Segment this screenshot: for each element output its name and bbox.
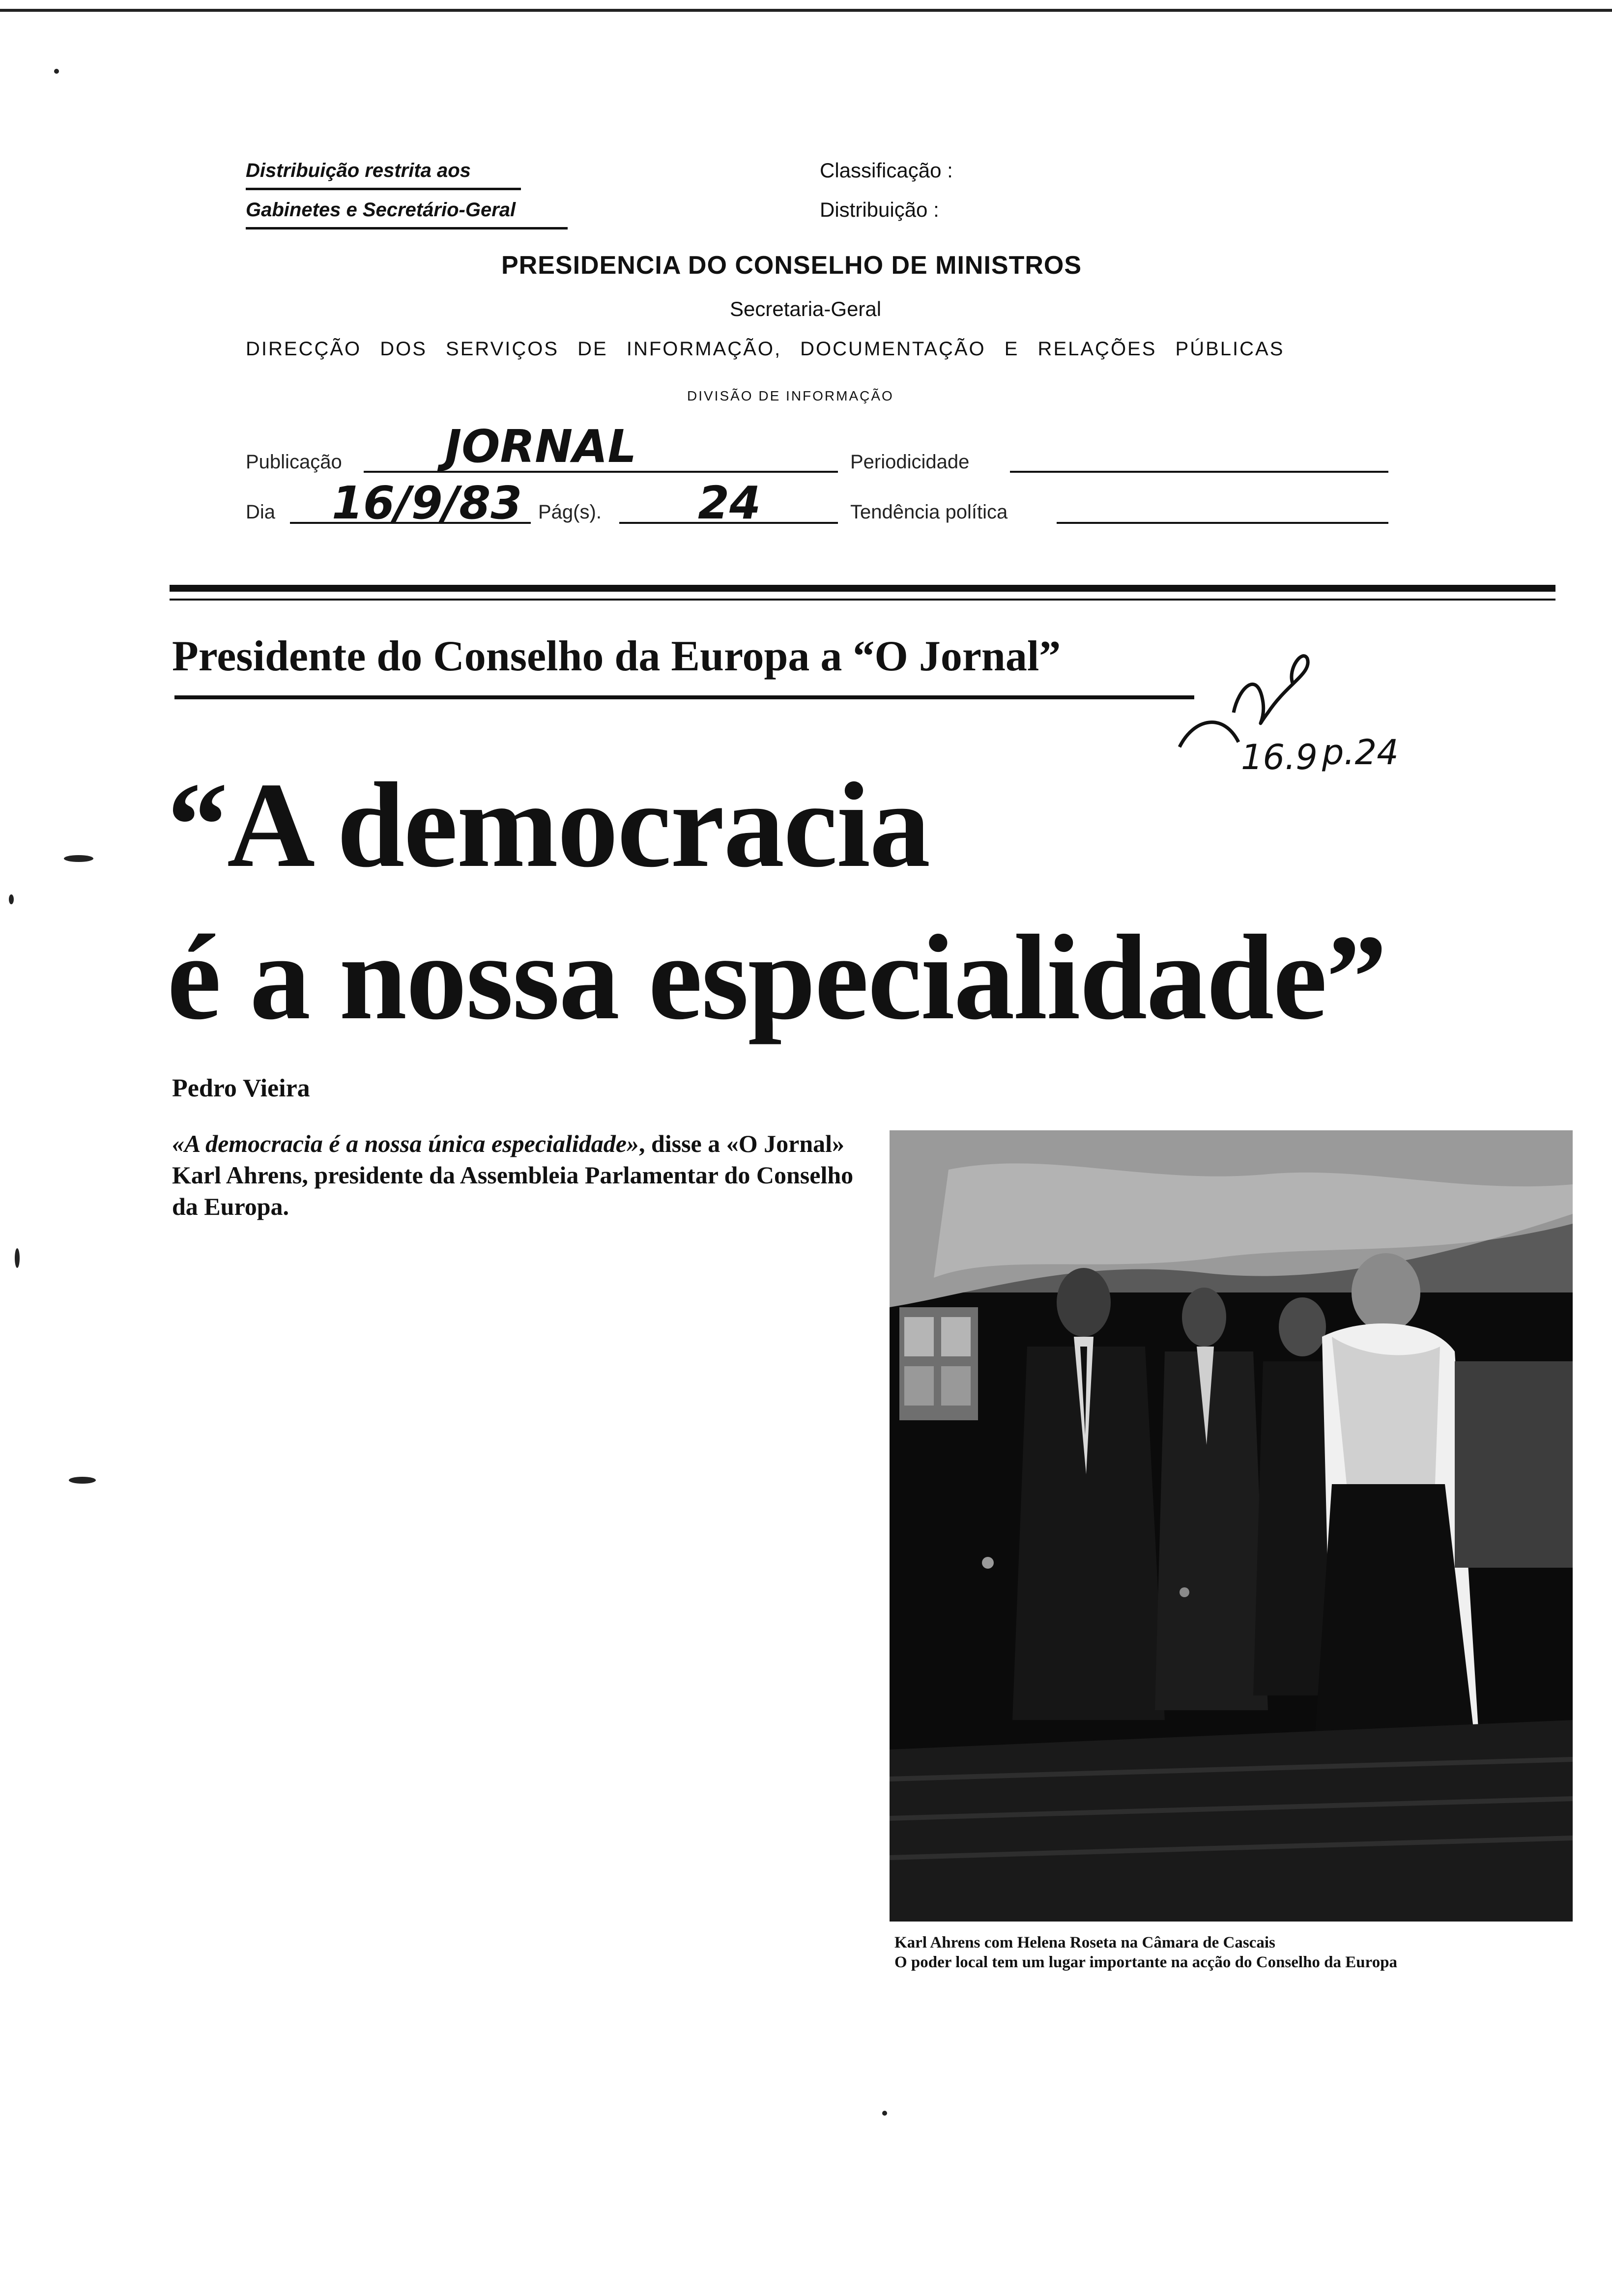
photo-scene (890, 1130, 1573, 1922)
publication-handwritten: JORNAL (445, 420, 637, 473)
ministry-title: PRESIDENCIA DO CONSELHO DE MINISTROS (501, 251, 1082, 280)
distribution-restricted-line2: Gabinetes e Secretário-Geral (246, 199, 516, 221)
scan-speck (54, 69, 59, 74)
byline: Pedro Vieira (172, 1074, 310, 1102)
lead-paragraph (172, 1128, 870, 1222)
lead-rest: , disse a «O Jornal» Karl Ahrens, presidente da Assembleia Parlamentar do Conselho da Europa. (172, 1130, 854, 1220)
tendency-line (1057, 522, 1388, 524)
scan-speck (64, 855, 93, 862)
distribution-underline-2 (246, 227, 568, 230)
photo-caption-line2: O poder local tem um lugar importante na acção do Conselho da Europa (894, 1953, 1398, 1971)
pages-handwritten: 24 (698, 477, 761, 529)
day-label: Dia (246, 501, 276, 523)
publication-label: Publicação (246, 451, 342, 473)
periodicity-line (1010, 471, 1388, 473)
lead-quote: «A democracia é a nossa única especialidade» (172, 1130, 639, 1157)
secretariat-title: Secretaria-Geral (730, 297, 882, 320)
classification-label: Classificação : (820, 159, 953, 182)
article-kicker: Presidente do Conselho da Europa a “O Jornal” (172, 632, 1061, 680)
division-title: DIVISÃO DE INFORMAÇÃO (687, 388, 894, 403)
scan-speck (69, 1477, 96, 1484)
header-rule-thin (170, 599, 1555, 601)
header-rule-thick (170, 585, 1555, 592)
handwritten-page: p.24 (1322, 732, 1399, 773)
headline-line2: é a nossa especialidade” (167, 910, 1386, 1045)
periodicity-label: Periodicidade (850, 451, 970, 473)
distribution-label: Distribuição : (820, 198, 939, 221)
headline-line1: “A democracia (167, 757, 930, 892)
handwritten-date: 16.9 (1241, 737, 1318, 777)
scan-speck (9, 894, 14, 904)
distribution-underline-1 (246, 188, 521, 190)
direction-title: DIRECÇÃO DOS SERVIÇOS DE INFORMAÇÃO, DOCUMENTAÇÃO E RELAÇÕES PÚBLICAS (246, 338, 1285, 360)
article-photo (890, 1130, 1573, 1922)
distribution-restricted-line1: Distribuição restrita aos (246, 160, 471, 181)
scan-speck (15, 1248, 20, 1268)
scan-speck (882, 2111, 887, 2116)
top-edge-line (0, 9, 1612, 12)
pages-label: Pág(s). (538, 501, 602, 523)
kicker-underline (174, 695, 1194, 699)
day-handwritten: 16/9/83 (332, 477, 522, 529)
tendency-label: Tendência política (850, 501, 1008, 523)
photo-caption-line1: Karl Ahrens com Helena Roseta na Câmara de Cascais (894, 1934, 1275, 1952)
